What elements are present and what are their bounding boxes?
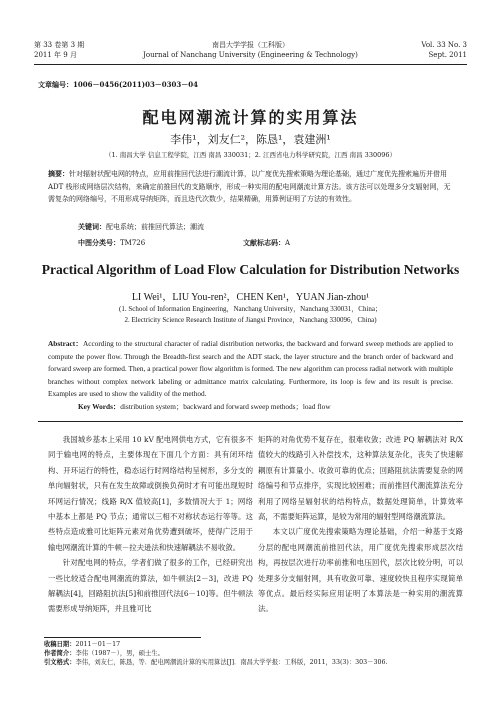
- footnote: [44, 640, 467, 667]
- affiliation-cn: （1. 南昌大学 信息工程学院，江西 南昌 330031；2. 江西省电力科学研究院，江西 南昌 330096）: [105, 151, 396, 159]
- body-column-right: [258, 432, 463, 617]
- body-paragraph: 针对配电网的特点，学者们做了很多的工作，已经研究出一些比较适合配电网潮流的算法，如牛顿法[2－3]，改进 PQ 解耦法[4]，回路阻抗法[5]和前推回代法[6－10]等。但牛顿法需要形成导纳矩阵，并且雅可比: [48, 558, 253, 614]
- abstract-en-text: According to the structural character of radial distribution networks, the backward and forward sweep methods are applied to compute the power flow. Through the Breadth-first search and the ADT stack, the layer structure and the branch order of backward and forward sweep are formed. Then, a practical power flow algorithm is formed. The new algorithm can process radial network with multiple branches without complex network labeling or admittance matrix calculating. Furthermore, its loop is few and its result is precise. Examples are used to show the validity of the method.: [48, 339, 453, 399]
- affiliation-en-line-2: 2. Electricity Science Research Institute of Jiangxi Province，Nanchang 330096，China): [124, 316, 377, 324]
- citation-format: [44, 658, 467, 667]
- volume-issue: 第 33 卷第 3 期: [34, 41, 85, 49]
- header-center: [34, 40, 467, 60]
- author-bio-label: 作者简介：: [44, 650, 76, 657]
- keywords-en-label: Key Words：: [78, 402, 121, 411]
- date-en: Sept. 2011: [428, 51, 467, 59]
- body-paragraph: 我国城乡基本上采用 10 kV 配电网供电方式，它有很多不同于输电网的特点，主要体现在下面几个方面：具有闭环结构、开环运行的特性，稳态运行时网络结构呈树形，多分支的单向辐射状，只有在发生故障或倒换负荷时才有可能出现短时环网运行情况；线路 R/X 值较高[1]，多数情况大于 1；网络中基本上都是 PQ 节点；通常以三相不对称状态运行等等。这些特点造成雅可比矩阵元素对角优势遭到破坏，使得广泛用于输电网潮流计算的牛顿－拉夫逊法和快速解耦法不易收敛。: [48, 435, 253, 552]
- affiliation-en-line-1: (1. School of Information Engineering，Nanchang University，Nanchang 330031，China；: [118, 305, 383, 313]
- abstract-cn-text: 针对辐射状配电网的特点，应用前推回代法进行潮流计算，以广度优先搜索策略为理论基础，通过广度优先搜索遍历并借用 ADT 栈形成网络层次结构，来确定前推回代的支路顺序，形成一种实用的配电网潮流计算方法。该方法可以处理多分支辐射网，无需复杂的网络编号，不用形成导纳矩阵，而且迭代次数少，结果精确，用算例证明了方法的有效性。: [48, 170, 451, 203]
- title-cn: 配电网潮流计算的实用算法: [142, 108, 359, 127]
- authors-cn: 李伟¹，刘友仁²，陈恳¹，袁建洲¹: [170, 133, 331, 146]
- abstract-cn: [48, 168, 453, 206]
- article-number: 文章编号：1006－0456(2011)03－0303－04: [38, 80, 199, 89]
- received-text: 2011－01－17: [75, 641, 121, 648]
- keywords-en: [78, 402, 331, 412]
- document-code: [243, 238, 290, 248]
- header-right: [421, 40, 467, 60]
- abstract-en: [48, 338, 453, 401]
- citation-label: 引文格式：: [44, 659, 76, 666]
- author-bio: [44, 649, 467, 658]
- date-cn: 2011 年 9 月: [34, 51, 77, 59]
- citation-text: 李伟，刘友仁，陈恳，等．配电网潮流计算的实用算法[J]．南昌大学学报：工科版，2011，33(3)：303－306.: [75, 659, 388, 666]
- keywords-en-text: distribution system；backward and forward sweep methods；load flow: [120, 402, 331, 411]
- volume-en: Vol. 33 No. 3: [421, 41, 467, 49]
- journal-name-cn: 南昌大学学报（工科版）: [212, 41, 289, 49]
- abstract-rule: [38, 421, 463, 422]
- body-column-left: [48, 432, 253, 617]
- received-date: [44, 640, 467, 649]
- header-rule: [34, 64, 467, 65]
- received-label: 收稿日期：: [44, 641, 76, 648]
- body-paragraph: 矩阵的对角优势不复存在，很难收敛；改进 PQ 解耦法对 R/X 值较大的线路引入补偿技术，这种算法复杂化，丧失了快速解耦原有计算量小、收敛可靠的优点；回路阻抗法需要复杂的网络编号和节点排序，实现比较困难；而前推回代潮流算法充分利用了网络呈辐射状的结构特点，数据处理简单，计算效率高，不需要矩阵运算，是较为常用的辐射型网络潮流算法。: [258, 435, 463, 522]
- footnote-rule: [44, 637, 201, 638]
- class-number-label: 中图分类号：: [78, 238, 120, 247]
- body-paragraph: 本文以广度优先搜索策略为理论基础，介绍一种基于支路分层的配电网潮流前推回代法，用广度优先搜索形成层次结构，再按层次进行功率前推和电压回代，层次比较分明，可以处理多分支辐射网，具有收敛可靠、速度较快且程序实现简单等优点。最后经实际应用证明了本算法是一种实用的潮流算法。: [258, 527, 463, 614]
- abstract-en-label: Abstract：: [48, 339, 83, 348]
- title-en: Practical Algorithm of Load Flow Calculation for Distribution Networks: [41, 262, 460, 277]
- abstract-cn-label: 摘要：: [48, 169, 69, 178]
- class-number-value: TM726: [120, 239, 146, 247]
- class-number: [78, 238, 145, 248]
- document-code-value: A: [285, 239, 291, 247]
- keywords-cn: [78, 222, 204, 232]
- document-code-label: 文献标志码：: [243, 238, 285, 247]
- author-bio-text: 李伟（1987－），男，硕士生。: [75, 650, 164, 657]
- journal-name-en: Journal of Nanchang University (Engineering & Technology): [143, 51, 358, 59]
- authors-en: LI Wei¹，LIU You-ren²，CHEN Ken¹，YUAN Jian-zhou¹: [131, 292, 370, 303]
- keywords-cn-text: 配电系统；前推回代算法；潮流: [106, 223, 204, 231]
- keywords-cn-label: 关键词：: [78, 222, 106, 231]
